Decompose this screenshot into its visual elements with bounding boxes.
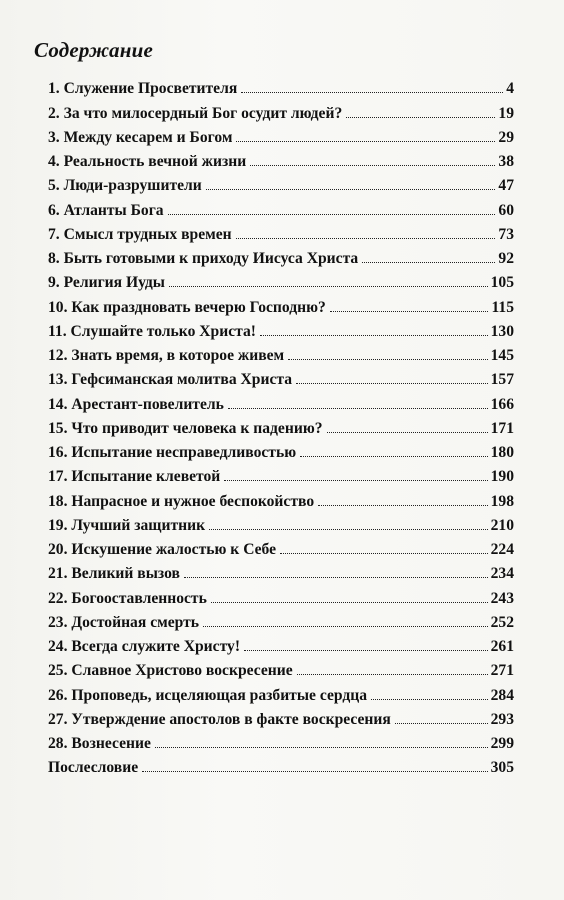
toc-entry [48, 341, 514, 365]
dot-leader [330, 311, 489, 312]
toc-entry-page-number: 252 [490, 613, 514, 631]
toc-entry-page-number: 38 [498, 153, 514, 170]
dot-leader [288, 359, 487, 360]
toc-entry-page-number: 261 [490, 638, 514, 655]
toc-entry [48, 123, 514, 147]
toc-entry-page-number: 190 [490, 468, 514, 486]
toc-entry-title: 11. Слушайте только Христа! [48, 322, 256, 340]
toc-title: Содержание [34, 38, 153, 62]
toc-entry-title: 24. Всегда служите Христу! [48, 638, 241, 655]
toc-entry [48, 486, 514, 510]
toc-entry-page-number: 234 [490, 565, 514, 583]
toc-entry-title: 4. Реальность вечной жизни [48, 153, 247, 170]
toc-entry-title: 15. Что приводит человека к падению? [48, 419, 323, 437]
toc-entry-title: 28. Вознесение [48, 735, 151, 752]
toc-entry-page-number: 224 [490, 541, 514, 558]
dot-leader [169, 286, 488, 287]
dot-leader [224, 480, 487, 481]
toc-entry-title: 26. Проповедь, исцеляющая разбитые сердца [48, 686, 368, 704]
dot-leader [296, 383, 488, 384]
toc-entry-page-number: 105 [490, 274, 514, 292]
toc-entry-title: Послесловие [48, 759, 139, 777]
toc-entry-title: 3. Между кесарем и Богом [48, 128, 233, 146]
toc-entry-title: 16. Испытание несправедливостью [48, 444, 297, 461]
toc-entry [48, 171, 514, 195]
toc-entry-title: 14. Арестант-повелитель [48, 395, 224, 413]
toc-entry-title: 19. Лучший защитник [48, 516, 206, 534]
toc-entry [48, 729, 514, 753]
dot-leader [362, 262, 495, 263]
toc-entry [48, 511, 514, 535]
dot-leader [236, 141, 495, 142]
toc-entry-page-number: 47 [498, 177, 514, 195]
toc-entry-page-number: 115 [491, 298, 514, 316]
toc-entry-page-number: 305 [490, 759, 514, 777]
dot-leader [203, 626, 488, 627]
toc-entry-page-number: 73 [498, 225, 514, 243]
dot-leader [244, 650, 488, 651]
toc-entry-page-number: 4 [506, 80, 514, 98]
toc-entry-title: 21. Великий вызов [48, 565, 180, 583]
toc-entry-title: 22. Богооставленность [48, 589, 207, 607]
toc-entry-title: 9. Религия Иуды [48, 274, 165, 292]
toc-entry-page-number: 166 [490, 395, 514, 413]
toc-entry-page-number: 130 [490, 322, 514, 340]
toc-entry [48, 147, 514, 171]
toc-entry-page-number: 198 [490, 492, 514, 510]
toc-entry [48, 438, 514, 462]
dot-leader [241, 92, 503, 93]
dot-leader [211, 602, 488, 603]
toc-entry [48, 753, 514, 777]
toc-entry-title: 25. Славное Христово воскресение [48, 662, 293, 680]
toc-entry [48, 292, 514, 316]
toc-entry [48, 268, 514, 292]
toc-entry [48, 98, 514, 122]
toc-entry-title: 13. Гефсиманская молитва Христа [48, 371, 293, 389]
toc-entry-title: 17. Испытание клеветой [48, 468, 221, 486]
dot-leader [184, 577, 488, 578]
dot-leader [346, 117, 495, 118]
toc-entry-title: 27. Утверждение апостолов в факте воскресения [48, 710, 391, 728]
dot-leader [300, 456, 487, 457]
toc-entry [48, 414, 514, 438]
dot-leader [318, 505, 487, 506]
toc-entry [48, 705, 514, 729]
dot-leader [236, 238, 496, 239]
toc-entry-title: 5. Люди-разрушители [48, 177, 202, 195]
toc-entry [48, 656, 514, 680]
dot-leader [142, 771, 487, 772]
toc-entry-page-number: 92 [498, 250, 514, 267]
dot-leader [250, 165, 495, 166]
toc-entry [48, 535, 514, 559]
toc-entry-page-number: 284 [490, 686, 514, 704]
toc-entry-page-number: 145 [490, 347, 514, 364]
toc-entry-page-number: 210 [490, 516, 514, 534]
toc-entry-title: 20. Искушение жалостью к Себе [48, 541, 277, 558]
toc-entry-title: 1. Служение Просветителя [48, 80, 238, 98]
dot-leader [327, 432, 488, 433]
toc-entry [48, 195, 514, 219]
dot-leader [297, 674, 488, 675]
toc-entry [48, 559, 514, 583]
toc-entry [48, 220, 514, 244]
dot-leader [168, 214, 496, 215]
toc-entry-page-number: 243 [490, 589, 514, 607]
toc-entry-page-number: 60 [498, 201, 514, 219]
toc-entry [48, 608, 514, 632]
dot-leader [209, 529, 488, 530]
dot-leader [155, 747, 488, 748]
toc-entry-page-number: 293 [490, 710, 514, 728]
toc-entry-page-number: 29 [498, 128, 514, 146]
toc-entry-page-number: 299 [490, 735, 514, 752]
toc-entry-page-number: 271 [490, 662, 514, 680]
dot-leader [260, 335, 488, 336]
toc-entry [48, 632, 514, 656]
toc-entry-title: 12. Знать время, в которое живем [48, 347, 285, 364]
toc-entry-title: 2. За что милосердный Бог осудит людей? [48, 104, 343, 122]
toc-entry-page-number: 19 [498, 104, 514, 122]
dot-leader [206, 189, 496, 190]
toc-entry-title: 18. Напрасное и нужное беспокойство [48, 492, 315, 510]
toc-entry-title: 8. Быть готовыми к приходу Иисуса Христа [48, 250, 359, 267]
toc-entry [48, 74, 514, 98]
table-of-contents [48, 74, 514, 777]
dot-leader [228, 408, 488, 409]
toc-entry-page-number: 180 [490, 444, 514, 461]
toc-entry [48, 680, 514, 704]
toc-entry-page-number: 171 [490, 419, 514, 437]
toc-entry-title: 6. Атланты Бога [48, 201, 164, 219]
toc-entry-page-number: 157 [490, 371, 514, 389]
dot-leader [395, 723, 488, 724]
toc-entry-title: 7. Смысл трудных времен [48, 225, 232, 243]
toc-entry [48, 462, 514, 486]
toc-entry-title: 10. Как праздновать вечерю Господню? [48, 298, 326, 316]
toc-entry-title: 23. Достойная смерть [48, 613, 200, 631]
toc-entry [48, 583, 514, 607]
toc-entry [48, 317, 514, 341]
toc-entry [48, 365, 514, 389]
toc-entry [48, 244, 514, 268]
dot-leader [371, 699, 488, 700]
dot-leader [280, 553, 488, 554]
toc-entry [48, 389, 514, 413]
